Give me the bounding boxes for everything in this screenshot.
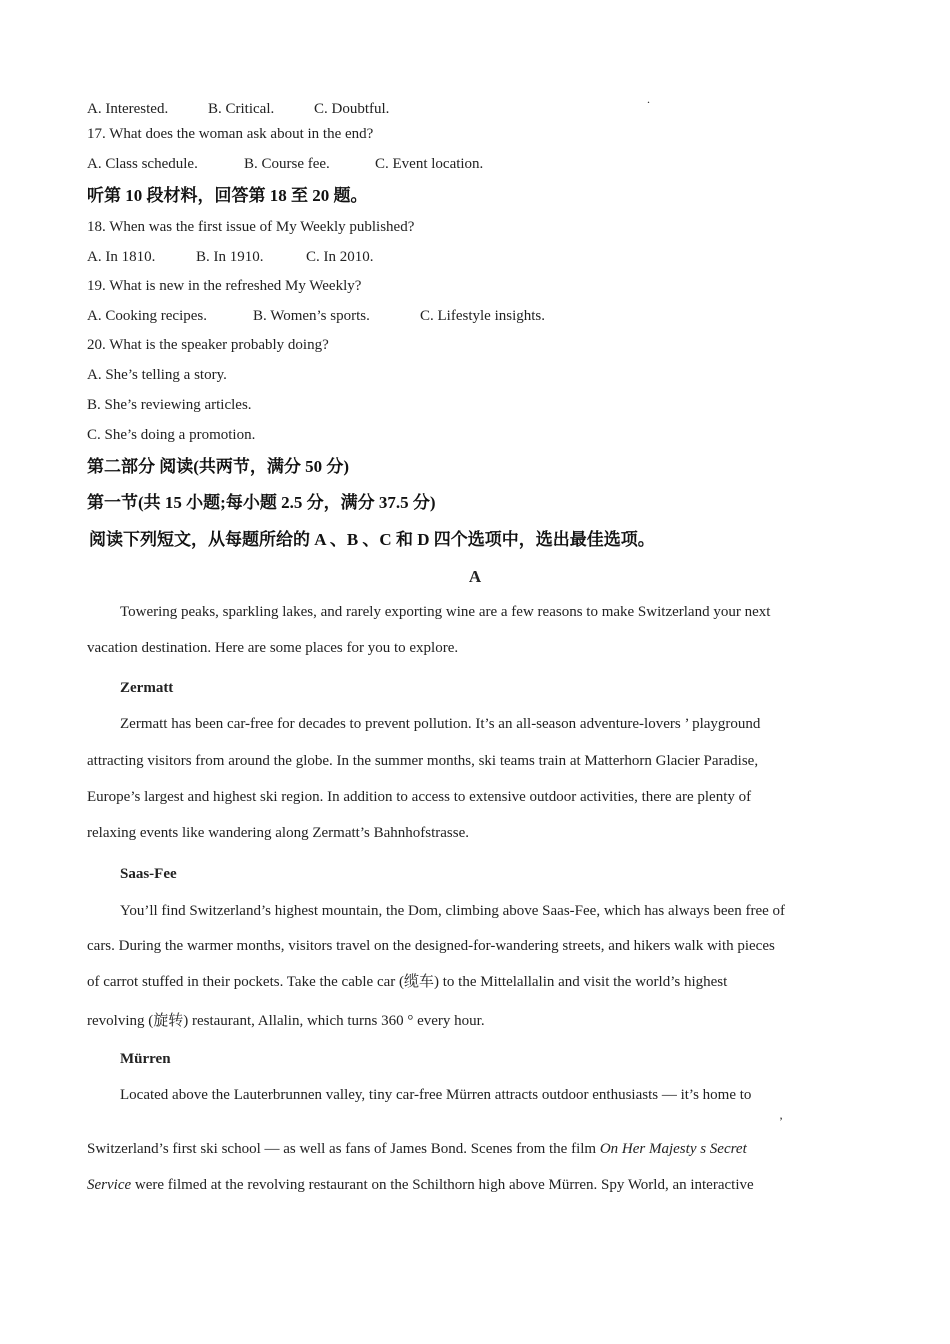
saasfee-heading: Saas-Fee — [120, 866, 177, 882]
saasfee-line-3: of carrot stuffed in their pockets. Take the cable car (缆车) to the Mittelallalin and visit the world’s highest — [87, 974, 728, 990]
q17-option-a: A. Class schedule. — [87, 156, 198, 172]
q17-option-b: B. Course fee. — [244, 156, 330, 172]
q16-options — [87, 100, 389, 118]
q16-option-a: A. Interested. — [87, 101, 169, 117]
q18-option-b: B. In 1910. — [196, 249, 264, 265]
zermatt-line-2: attracting visitors from around the globe. In the summer months, ski teams train at Matterhorn Glacier Paradise, — [87, 753, 759, 769]
q18-question: 18. When was the first issue of My Weekly published? — [87, 219, 415, 235]
saasfee-line-2: cars. During the warmer months, visitors travel on the designed-for-wandering streets, and hikers walk with pieces — [87, 938, 775, 954]
q19-options — [87, 307, 545, 325]
q19-option-c: C. Lifestyle insights. — [420, 308, 545, 324]
q20-option-c: C. She’s doing a promotion. — [87, 427, 256, 443]
q17-options — [87, 155, 483, 173]
film-title-end: Service — [87, 1177, 132, 1193]
murren-line-3-text: were filmed at the revolving restaurant on the Schilthorn high above Mürren. Spy World, an interactive — [131, 1177, 754, 1193]
passage-label: A — [468, 567, 482, 586]
intro-line-2: vacation destination. Here are some places for you to explore. — [87, 640, 459, 656]
stray-dot: . — [647, 92, 650, 106]
murren-line-2 — [87, 1140, 747, 1158]
murren-line-2-text: Switzerland’s first ski school — as well as fans of James Bond. Scenes from the film — [87, 1141, 600, 1157]
zermatt-line-3: Europe’s largest and highest ski region. In addition to access to extensive outdoor activities, there are plenty of — [87, 789, 752, 805]
q18-option-a: A. In 1810. — [87, 249, 156, 265]
q20-option-b: B. She’s reviewing articles. — [87, 397, 252, 413]
q17-option-c: C. Event location. — [375, 156, 484, 172]
q18-options — [87, 248, 374, 266]
section10-heading: 听第 10 段材料，回答第 18 至 20 题。 — [87, 186, 368, 205]
saasfee-line-1: You’ll find Switzerland’s highest mountain, the Dom, climbing above Saas-Fee, which has always been free of — [120, 903, 786, 919]
q16-option-b: B. Critical. — [208, 101, 275, 117]
film-title: On Her Majesty s Secret — [599, 1141, 747, 1157]
q19-option-b: B. Women’s sports. — [253, 308, 370, 324]
reading-instructions: 阅读下列短文，从每题所给的 A 、B 、C 和 D 四个选项中，选出最佳选项。 — [89, 530, 655, 549]
murren-line-1: Located above the Lauterbrunnen valley, tiny car-free Mürren attracts outdoor enthusiasts — it’s home to — [120, 1087, 752, 1103]
zermatt-line-1: Zermatt has been car-free for decades to prevent pollution. It’s an all-season adventure-lovers ’ playground — [120, 716, 761, 732]
murren-line-3 — [87, 1176, 754, 1194]
part2-heading: 第二部分 阅读(共两节，满分 50 分) — [87, 457, 350, 476]
intro-line-1: Towering peaks, sparkling lakes, and rarely exporting wine are a few reasons to make Switzerland your next — [120, 604, 771, 620]
section1-heading: 第一节(共 15 小题;每小题 2.5 分，满分 37.5 分) — [87, 493, 436, 512]
q19-question: 19. What is new in the refreshed My Weekly? — [87, 278, 362, 294]
murren-apostrophe: ’ — [779, 1114, 783, 1128]
saasfee-line-4: revolving (旋转) restaurant, Allalin, which turns 360 ° every hour. — [87, 1013, 485, 1029]
q17-question: 17. What does the woman ask about in the end? — [87, 126, 374, 142]
q19-option-a: A. Cooking recipes. — [87, 308, 207, 324]
q18-option-c: C. In 2010. — [306, 249, 374, 265]
q20-option-a: A. She’s telling a story. — [87, 367, 227, 383]
murren-heading: Mürren — [120, 1051, 171, 1067]
q20-question: 20. What is the speaker probably doing? — [87, 337, 329, 353]
q16-option-c: C. Doubtful. — [314, 101, 390, 117]
zermatt-line-4: relaxing events like wandering along Zermatt’s Bahnhofstrasse. — [87, 825, 469, 841]
zermatt-heading: Zermatt — [120, 680, 174, 696]
